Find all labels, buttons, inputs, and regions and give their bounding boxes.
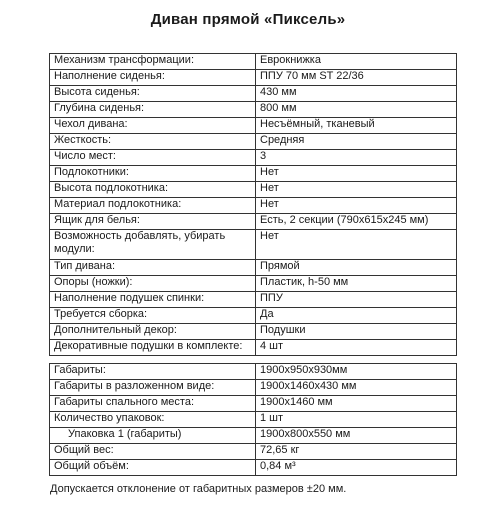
dimension-label: Габариты в разложенном виде:: [50, 380, 256, 396]
table-row: [50, 182, 457, 198]
spec-label: Глубина сиденья:: [50, 102, 256, 118]
table-row: [50, 198, 457, 214]
dimension-value: 1 шт: [256, 412, 457, 428]
dimension-value: 1900х1460 мм: [256, 396, 457, 412]
dimension-label: Количество упаковок:: [50, 412, 256, 428]
table-row: [50, 276, 457, 292]
table-row: [50, 70, 457, 86]
table-row: [50, 460, 457, 476]
spec-value: 430 мм: [256, 86, 457, 102]
spec-label: Число мест:: [50, 150, 256, 166]
spec-value: ППУ: [256, 292, 457, 308]
dimension-value: 0,84 м³: [256, 460, 457, 476]
dimension-value: 72,65 кг: [256, 444, 457, 460]
dimension-value: 1900х950х930мм: [256, 364, 457, 380]
spec-label: Подлокотники:: [50, 166, 256, 182]
table-row: [50, 308, 457, 324]
spec-value: Нет: [256, 198, 457, 214]
spec-label: Требуется сборка:: [50, 308, 256, 324]
spec-value: Пластик, h-50 мм: [256, 276, 457, 292]
spec-value: Подушки: [256, 324, 457, 340]
spec-label: Жесткость:: [50, 134, 256, 150]
spec-value: ППУ 70 мм ST 22/36: [256, 70, 457, 86]
table-row: [50, 260, 457, 276]
specifications-table: [49, 53, 457, 356]
dimension-value: 1900х800х550 мм: [256, 428, 457, 444]
table-row: [50, 340, 457, 356]
dimension-label: Упаковка 1 (габариты): [50, 428, 256, 444]
table-row: [50, 412, 457, 428]
table-row: [50, 118, 457, 134]
table-row: [50, 214, 457, 230]
table-row: [50, 444, 457, 460]
dimension-label: Общий объём:: [50, 460, 256, 476]
spec-value: 3: [256, 150, 457, 166]
spec-label: Высота подлокотника:: [50, 182, 256, 198]
dimension-label: Габариты:: [50, 364, 256, 380]
spec-value: Нет: [256, 182, 457, 198]
dimension-label: Общий вес:: [50, 444, 256, 460]
table-row: [50, 102, 457, 118]
table-row: [50, 150, 457, 166]
spec-value: Еврокнижка: [256, 54, 457, 70]
spec-label: Опоры (ножки):: [50, 276, 256, 292]
dimensions-table: [49, 363, 457, 476]
table-row: [50, 380, 457, 396]
spec-value: Да: [256, 308, 457, 324]
spec-label: Декоративные подушки в комплекте:: [50, 340, 256, 356]
spec-label: Возможность добавлять, убирать модули:: [50, 230, 256, 260]
spec-label: Чехол дивана:: [50, 118, 256, 134]
spec-value: Нет: [256, 166, 457, 182]
spec-label: Ящик для белья:: [50, 214, 256, 230]
spec-value: 800 мм: [256, 102, 457, 118]
tolerance-note: Допускается отклонение от габаритных размеров ±20 мм.: [50, 483, 347, 495]
spec-label: Высота сиденья:: [50, 86, 256, 102]
spec-value: Нет: [256, 230, 457, 260]
table-row: [50, 86, 457, 102]
spec-label: Наполнение сиденья:: [50, 70, 256, 86]
table-row: [50, 166, 457, 182]
table-row: [50, 396, 457, 412]
spec-value: Несъёмный, тканевый: [256, 118, 457, 134]
table-row: [50, 134, 457, 150]
table-row: [50, 364, 457, 380]
spec-value: Есть, 2 секции (790х615х245 мм): [256, 214, 457, 230]
table-row: [50, 230, 457, 260]
spec-label: Материал подлокотника:: [50, 198, 256, 214]
table-row: [50, 292, 457, 308]
table-row: [50, 54, 457, 70]
table-row: [50, 324, 457, 340]
dimension-label: Габариты спального места:: [50, 396, 256, 412]
dimension-value: 1900х1460х430 мм: [256, 380, 457, 396]
spec-value: Средняя: [256, 134, 457, 150]
spec-label: Дополнительный декор:: [50, 324, 256, 340]
spec-label: Тип дивана:: [50, 260, 256, 276]
page-title: Диван прямой «Пиксель»: [150, 11, 346, 28]
spec-label: Наполнение подушек спинки:: [50, 292, 256, 308]
spec-value: Прямой: [256, 260, 457, 276]
table-row: [50, 428, 457, 444]
spec-label: Механизм трансформации:: [50, 54, 256, 70]
spec-value: 4 шт: [256, 340, 457, 356]
